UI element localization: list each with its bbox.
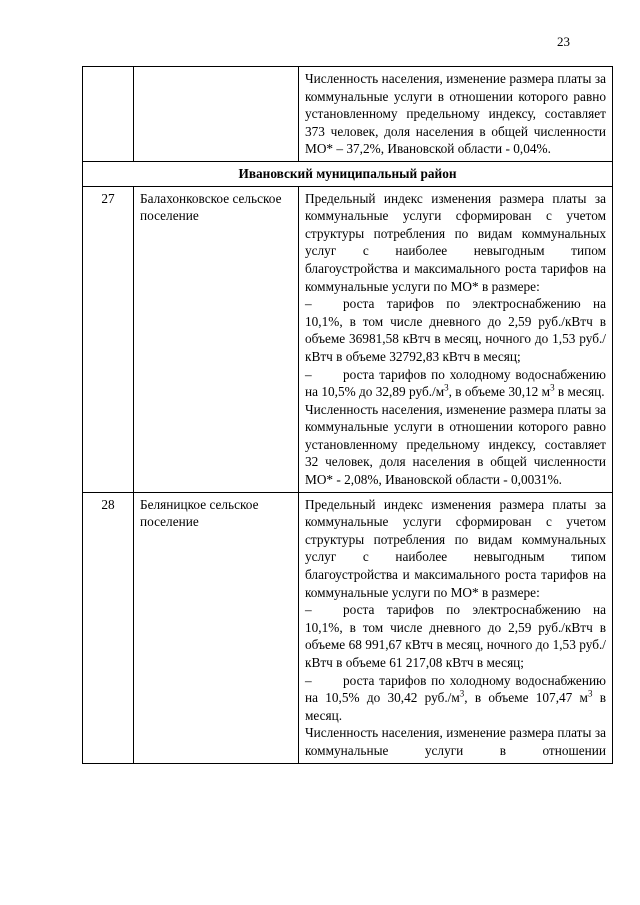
water-item bbox=[305, 366, 606, 401]
superscript: 3 bbox=[550, 382, 555, 393]
electricity-item bbox=[305, 601, 606, 671]
electricity-text: роста тарифов по электроснабжению на 10,1%, в том числе дневного до 2,59 руб./кВтч в объеме 36981,58 кВтч в месяц, ночного до 1,53 руб./кВтч в объеме 32792,83 кВтч в месяц; bbox=[305, 296, 606, 364]
dash-marker: – bbox=[305, 296, 312, 312]
row-number: 27 bbox=[83, 186, 134, 492]
section-row bbox=[83, 161, 613, 186]
name-cell bbox=[134, 67, 299, 162]
population-paragraph: Численность населения, изменение размера платы за коммунальные услуги в отношении bbox=[305, 725, 606, 758]
intro-paragraph: Предельный индекс изменения размера платы за коммунальные услуги сформирован с учетом структуры потребления по видам коммунальных услуг с наиболее невыгодным типом благоустройства и максимального роста тарифов на коммунальные услуги по МО* в размере: bbox=[305, 190, 606, 294]
dash-marker: – bbox=[305, 672, 312, 688]
desc-cell bbox=[299, 67, 613, 162]
municipality-name: Беляницкое сельское поселение bbox=[134, 492, 299, 763]
table-row bbox=[83, 186, 613, 492]
row-number: 28 bbox=[83, 492, 134, 763]
water-text: роста тарифов по холодному водоснабжению на 10,5% до 32,89 руб./м bbox=[305, 366, 606, 400]
population-paragraph: Численность населения, изменение размера платы за коммунальные услуги в отношении которого равно установленному предельному индексу, составляет 32 человек, доля населения в общей численности МО* - 2,08%, Ивановской области - 0,0031%. bbox=[305, 401, 606, 488]
water-volume-text: , в объеме 107,47 м bbox=[464, 690, 588, 706]
page-number: 23 bbox=[557, 34, 570, 49]
water-text: роста тарифов по холодному водоснабжению на 10,5% до 30,42 руб./м bbox=[305, 672, 606, 706]
table-row-continued bbox=[83, 67, 613, 162]
dash-marker: – bbox=[305, 602, 312, 618]
municipality-name: Балахонковское сельское поселение bbox=[134, 186, 299, 492]
superscript: 3 bbox=[444, 382, 449, 393]
desc-cell bbox=[299, 492, 613, 763]
water-period-text: в месяц. bbox=[554, 384, 605, 400]
superscript: 3 bbox=[587, 688, 593, 699]
electricity-item bbox=[305, 295, 606, 365]
section-title: Ивановский муниципальный район bbox=[83, 161, 613, 186]
population-paragraph: Численность населения, изменение размера платы за коммунальные услуги в отношении которого равно установленному предельному индексу, составляет 373 человек, доля населения в общей численности МО* – 37,2%, Ивановской области - 0,04%. bbox=[305, 71, 606, 157]
water-item bbox=[305, 672, 606, 725]
intro-paragraph: Предельный индекс изменения размера платы за коммунальные услуги сформирован с учетом структуры потребления по видам коммунальных услуг с наиболее невыгодным типом благоустройства и максимального роста тарифов на коммунальные услуги по МО* в размере: bbox=[305, 496, 606, 600]
water-volume-text: , в объеме 30,12 м bbox=[448, 384, 551, 400]
tariff-table bbox=[82, 66, 613, 764]
desc-cell bbox=[299, 186, 613, 492]
table-row bbox=[83, 492, 613, 763]
superscript: 3 bbox=[459, 688, 465, 699]
water-period-text: в месяц. bbox=[305, 690, 606, 723]
dash-marker: – bbox=[305, 366, 312, 382]
num-cell bbox=[83, 67, 134, 162]
electricity-text: роста тарифов по электроснабжению на 10,1%, в том числе дневного до 2,59 руб./кВтч в объеме 68 991,67 кВтч в месяц, ночного до 1,53 руб./кВтч в объеме 61 217,08 кВтч в месяц; bbox=[305, 602, 606, 670]
